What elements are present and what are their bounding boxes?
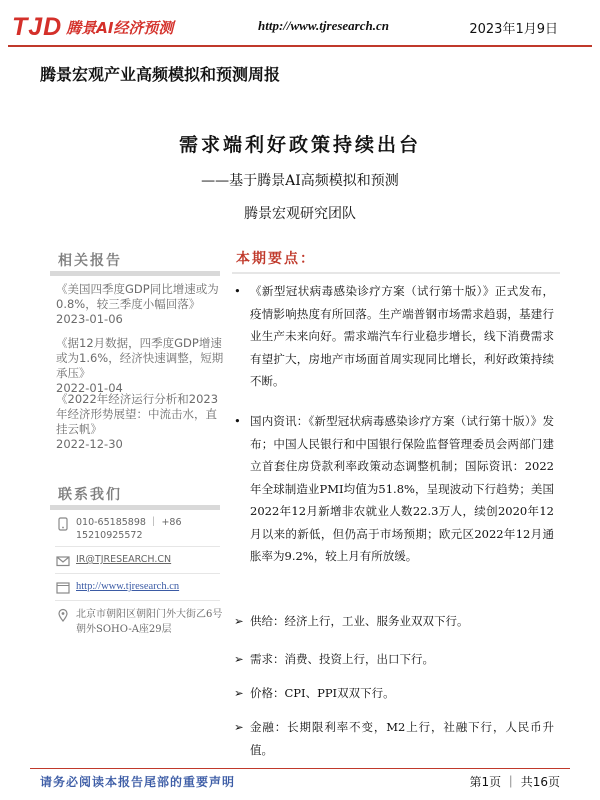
- web-icon: [56, 581, 70, 595]
- company-logo: [12, 14, 173, 40]
- related-reports-heading: 相关报告: [58, 253, 122, 269]
- contact-website-row[interactable]: [56, 580, 231, 595]
- contact-website[interactable]: http://www.tjresearch.cn: [76, 581, 180, 592]
- contact-phone-row: [56, 516, 231, 542]
- key-point-text: 国内资讯：《新型冠状病毒感染诊疗方案（试行第十版）》发布；中国人民银行和中国银行保险监督管理委员会两部门建立首套住房贷款利率政策动态调整机制；国际资讯：2022年全球制造业PMI均值为51.8%，呈现波动下行趋势；美国2022年12月新增非农就业人数22.3万人，续创2020年12月以来的新低，但仍高于市场预期；欧元区2022年12月通胀率为9.2%，较上月有所放缓。: [250, 414, 554, 563]
- key-points-heading: 本期要点：: [236, 251, 316, 267]
- key-point-text: 金融：长期限利率不变，M2上行，社融下行，人民币升值。: [250, 720, 554, 757]
- bullet-marker: •: [234, 414, 241, 428]
- report-series-name: 腾景宏观产业高频模拟和预测周报: [40, 65, 281, 84]
- key-point-item: [234, 682, 554, 705]
- contact-email-row[interactable]: [56, 553, 231, 568]
- key-point-text: 价格：CPI、PPI双双下行。: [250, 686, 395, 700]
- related-report-title: 《美国四季度GDP同比增速或为0.8%，较三季度小幅回落》: [56, 282, 219, 311]
- contact-address: 北京市朝阳区朝阳门外大街乙6号朝外SOHO-A座29层: [76, 609, 223, 635]
- key-point-item: [234, 610, 554, 633]
- related-report-item[interactable]: [56, 336, 226, 396]
- phone-icon: [56, 517, 70, 531]
- contact-separator: [55, 573, 220, 574]
- arrow-bullet-icon: ➢: [234, 652, 244, 666]
- disclaimer-note: 请务必阅读本报告尾部的重要声明: [40, 775, 236, 789]
- header-url-link[interactable]: http://www.tjresearch.cn: [258, 18, 389, 33]
- related-heading-rule: [50, 271, 220, 276]
- logo-mark: TJD: [12, 12, 63, 41]
- document-subtitle: ——基于腾景AI高频模拟和预测: [201, 173, 399, 189]
- related-report-item[interactable]: [56, 392, 226, 452]
- key-point-text: 需求：消费、投资上行，出口下行。: [250, 652, 434, 666]
- key-point-text: 供给：经济上行，工业、服务业双双下行。: [250, 614, 469, 628]
- arrow-bullet-icon: ➢: [234, 614, 244, 628]
- key-points-rule: [232, 272, 560, 274]
- key-point-text: 《新型冠状病毒感染诊疗方案（试行第十版）》正式发布，疫情影响热度有所回落。生产端普钢市场需求趋弱，基建行业生产未来向好。需求端汽车行业稳步增长，线下消费需求有望扩大，房地产市场面首周实现同比增长，利好政策持续不断。: [250, 284, 554, 388]
- header-divider: [8, 45, 592, 47]
- arrow-bullet-icon: ➢: [234, 686, 244, 700]
- related-report-date: 2022-01-04: [56, 381, 123, 395]
- key-point-item: [234, 410, 554, 568]
- contact-address-row: [56, 607, 231, 637]
- arrow-bullet-icon: ➢: [234, 720, 244, 734]
- report-date: 2023年1月9日: [469, 22, 558, 37]
- location-icon: [56, 608, 70, 622]
- logo-text: 腾景AI经济预测: [66, 18, 174, 37]
- document-title: 需求端利好政策持续出台: [178, 134, 421, 156]
- contact-heading-rule: [50, 505, 220, 510]
- bullet-marker: •: [234, 284, 241, 298]
- author-team: 腾景宏观研究团队: [244, 206, 356, 222]
- contact-email[interactable]: IR@TJRESEARCH.CN: [76, 554, 172, 565]
- email-icon: [56, 554, 70, 568]
- contact-phone: 010-65185898 ｜ +86 15210925572: [76, 517, 182, 541]
- related-report-title: 《据12月数据，四季度GDP增速或为1.6%，经济快速调整，短期承压》: [56, 336, 224, 380]
- key-point-item: [234, 280, 554, 393]
- related-report-item[interactable]: [56, 282, 226, 327]
- key-point-item: [234, 716, 554, 761]
- contact-separator: [55, 546, 220, 547]
- page-number: 第1页 ｜ 共16页: [469, 775, 560, 789]
- contact-separator: [55, 600, 220, 601]
- footer-divider: [30, 768, 570, 769]
- related-report-date: 2023-01-06: [56, 312, 123, 326]
- key-point-item: [234, 648, 554, 671]
- contact-heading: 联系我们: [58, 487, 122, 503]
- related-report-date: 2022-12-30: [56, 437, 123, 451]
- related-report-title: 《2022年经济运行分析和2023年经济形势展望：中流击水，直挂云帆》: [56, 392, 219, 436]
